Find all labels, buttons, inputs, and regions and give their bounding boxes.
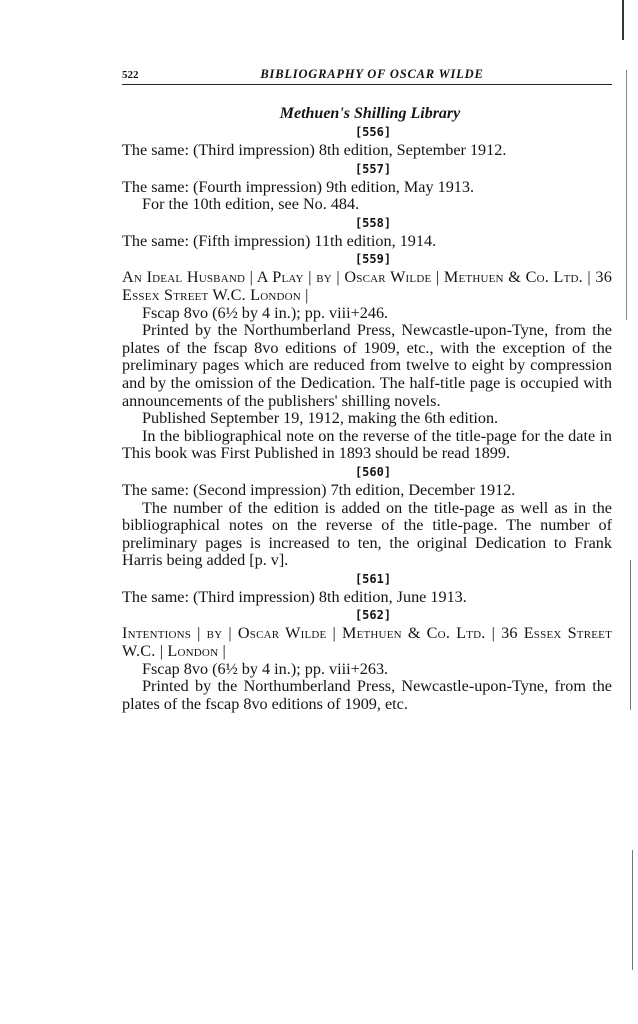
entry-number: [561] (354, 571, 392, 586)
page-edge-mark (622, 0, 624, 40)
entry-paragraph: In the bibliographical note on the reverse of the title-page for the date in This book was First Published in 1893 should be read 1899. (122, 426, 612, 463)
entries-list (122, 123, 612, 713)
entry-number: [557] (354, 161, 392, 176)
bibliography-entry (122, 463, 612, 570)
running-head (122, 62, 612, 85)
series-title: Methuen's Shilling Library (279, 105, 461, 122)
bibliography-entry (122, 570, 612, 607)
page-edge-mark (630, 560, 631, 710)
page-edge-mark (626, 70, 627, 320)
entry-paragraph: For the 10th edition, see No. 484. (142, 195, 360, 214)
entry-paragraph: Printed by the Northumberland Press, Newcastle-upon-Tyne, from the plates of the fscap 8vo editions of 1909, etc. (122, 677, 612, 713)
entry-paragraph: The same: (Second impression) 7th edition, December 1912. (122, 480, 516, 499)
bibliography-entry (122, 606, 612, 713)
entry-paragraph: Fscap 8vo (6½ by 4 in.); pp. viii+263. (142, 659, 389, 678)
entry-number: [559] (354, 252, 392, 267)
entry-number: [558] (354, 215, 392, 230)
bibliography-entry (122, 250, 612, 463)
entry-paragraph: An Ideal Husband | A Play | by | Oscar Wilde | Methuen & Co. Ltd. | 36 Essex Street W.C. London | (122, 268, 612, 304)
entry-paragraph: The number of the edition is added on the title-page as well as in the bibliographical notes on the reverse of the title-page. The number of preliminary pages is increased to ten, the original Dedication to Frank Harris being added [p. v]. (122, 498, 612, 570)
bibliography-entry (122, 160, 612, 214)
page-edge-mark (632, 850, 633, 970)
entry-paragraph: The same: (Fourth impression) 9th edition, May 1913. (122, 177, 475, 196)
entry-number: [560] (354, 464, 392, 479)
entry-paragraph: The same: (Fifth impression) 11th edition, 1914. (122, 231, 437, 250)
entry-paragraph: Printed by the Northumberland Press, Newcastle-upon-Tyne, from the plates of the fscap 8vo editions of 1909, etc., with the exception of the preliminary pages which are reduced from twelve to eight by compression and by the omission of the Dedication. The half-title page is occupied with announcements of the publishers' shilling novels. (122, 321, 612, 410)
book-page (122, 62, 612, 713)
bibliography-entry (122, 123, 612, 160)
entry-paragraph: The same: (Third impression) 8th edition, September 1912. (122, 141, 507, 159)
entry-paragraph: The same: (Third impression) 8th edition, June 1913. (122, 587, 467, 606)
entry-paragraph: Fscap 8vo (6½ by 4 in.); pp. viii+246. (142, 303, 389, 322)
entry-number: [562] (354, 608, 392, 623)
entry-paragraph: Intentions | by | Oscar Wilde | Methuen & Co. Ltd. | 36 Essex Street W.C. | London | (122, 624, 612, 661)
entry-paragraph: Published September 19, 1912, making the 6th edition. (142, 409, 499, 428)
entry-number: [556] (354, 125, 392, 139)
page-number: 522 (122, 69, 139, 81)
running-title: BIBLIOGRAPHY OF OSCAR WILDE (260, 67, 484, 81)
bibliography-entry (122, 214, 612, 251)
